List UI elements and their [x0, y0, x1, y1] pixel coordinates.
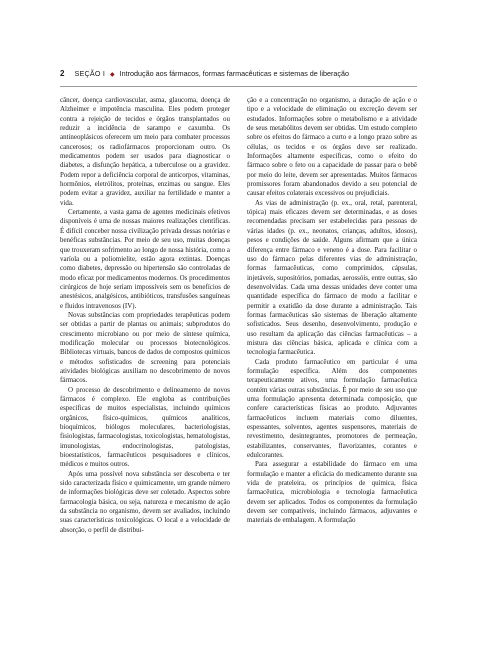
- diamond-separator-icon: ◆: [110, 72, 115, 78]
- section-label: SEÇÃO I: [74, 69, 106, 78]
- chapter-title: Introdução aos fármacos, formas farmacêuticas e sistemas de liberação: [119, 69, 349, 78]
- running-header: [60, 68, 417, 80]
- paragraph: As vias de administração (p. ex., oral, retal, parenteral, tópica) mais eficazes devem ser determinadas, e as doses recomendadas precisam ser estabelecidas para pessoas de várias idades (p. ex., neonatos, crianças, adultos, idosos), pesos e condições de saúde. Alguns afirmam que a única diferença entre fármaco e veneno é a dose. Para facilitar o uso do fármaco pelas diferentes vias de administração, formas farmacêuticas, como comprimidos, cápsulas, injetáveis, supositórios, pomadas, aerossóis, entre outras, são desenvolvidas. Cada uma dessas unidades deve conter uma quantidade específica do fármaco de modo a facilitar e permitir a exatidão da dose durante a administração. Tais formas farmacêuticas são sistemas de liberação altamente sofisticados. Seus desenho, desenvolvimento, produção e uso resultam da aplicação das ciências farmacêuticas – a mistura das ciências básica, aplicada e clínica com a tecnologia farmacêutica.: [247, 198, 417, 357]
- paragraph: ção e a concentração no organismo, a duração de ação e o tipo e a velocidade de eliminação ou excreção devem ser estudados. Informações sobre o metabolismo e a atividade de seus metabólitos devem ser obtidas. Um estudo completo sobre os efeitos do fármaco a curto e a longo prazo sobre as células, os tecidos e os órgãos deve ser realizado. Informações altamente específicas, como o efeito do fármaco sobre o feto ou a capacidade de passar para o bebê por meio do leite, devem ser apresentadas. Muitos fármacos promissores foram abandonados devido a seu potencial de causar efeitos colaterais excessivos ou prejudiciais.: [247, 96, 417, 198]
- paragraph: Certamente, a vasta gama de agentes medicinais efetivos disponíveis é uma de nossas maiores realizações científicas. É difícil conceber nossa civilização privada dessas notórias e benéficas substâncias. Por meio de seu uso, muitas doenças que trouxeram sofrimento ao longo de nossa história, como a varíola ou a poliomielite, estão agora extintas. Doenças como diabetes, depressão ou hipertensão são controladas de modo eficaz por medicamentos modernos. Os procedimentos cirúrgicos de hoje seriam impossíveis sem os benefícios de anestésicos, analgésicos, antibióticos, transfusões sanguíneas e fluidos intravenosos (IV).: [60, 208, 230, 310]
- paragraph: O processo de descobrimento e delineamento de novos fármacos é complexo. Ele engloba as contribuições específicas de muitos especialistas, incluindo químicos orgânicos, físico-químicos, químicos analíticos, bioquímicos, biólogos moleculares, bacteriologistas, fisiologistas, farmacologistas, toxicologistas, hematologistas, imunologistas, endocrinologistas, patologistas, bioestatísticos, farmacêuticos pesquisadores e clínicos, médicos e muitos outros.: [60, 385, 230, 469]
- paragraph: Para assegurar a estabilidade do fármaco em uma formulação e manter a eficácia do medicamento durante sua vida de prateleira, os princípios de química, física farmacêutica, microbiologia e tecnologia farmacêutica devem ser aplicados. Todos os componentes da formulação devem ser compatíveis, incluindo fármacos, adjuvantes e materiais de embalagem. A formulação: [247, 460, 417, 525]
- page-number: 2: [60, 69, 65, 78]
- right-column: [247, 96, 417, 526]
- paragraph: Novas substâncias com propriedades terapêuticas podem ser obtidas a partir de plantas ou animais; subprodutos do crescimento microbiano ou por meio de síntese química, modificação molecular ou processos biotecnológicos. Bibliotecas virtuais, bancos de dados de compostos químicos e métodos sofisticados de screening para potenciais atividades biológicas auxiliam no descobrimento de novos fármacos.: [60, 310, 230, 385]
- header-rule: [60, 86, 417, 87]
- paragraph: câncer, doença cardiovascular, asma, glaucoma, doença de Alzheimer e impotência masculina. Eles podem proteger contra a rejeição de tecidos e órgãos transplantados ou reduzir a incidência de sarampo e caxumba. Os antineoplásicos oferecem um meio para combater processos cancerosos; os radiofármacos proporcionam outro. Os medicamentos podem ser usados para diagnosticar o diabetes, a disfunção hepática, a tuberculose ou a gravidez. Podem repor a deficiência corporal de anticorpos, vitaminas, hormônios, eletrólitos, proteínas, enzimas ou sangue. Eles podem evitar a gravidez, auxiliar na fertilidade e manter a vida.: [60, 96, 230, 207]
- paragraph: Após uma possível nova substância ser descoberta e ter sido caracterizada físico e quimicamente, um grande número de informações biológicas deve ser coletado. Aspectos sobre farmacologia básica, ou seja, natureza e mecanismo de ação da substância no organismo, devem ser avaliados, incluindo suas características toxicológicas. O local e a velocidade de absorção, o perfil de distribui-: [60, 469, 230, 534]
- left-column: [60, 96, 230, 535]
- paragraph: Cada produto farmacêutico em particular é uma formulação específica. Além dos componentes terapeuticamente ativos, uma formulação farmacêutica contém várias outras substâncias. É por meio de seu uso que uma formulação apresenta determinada composição, que confere características físicas ao produto. Adjuvantes farmacêuticos incluem materiais como diluentes, espessantes, solventes, agentes suspensores, materiais de revestimento, desintegrantes, promotores de permeação, estabilizantes, conservantes, flavorizantes, corantes e edulcorantes.: [247, 357, 417, 460]
